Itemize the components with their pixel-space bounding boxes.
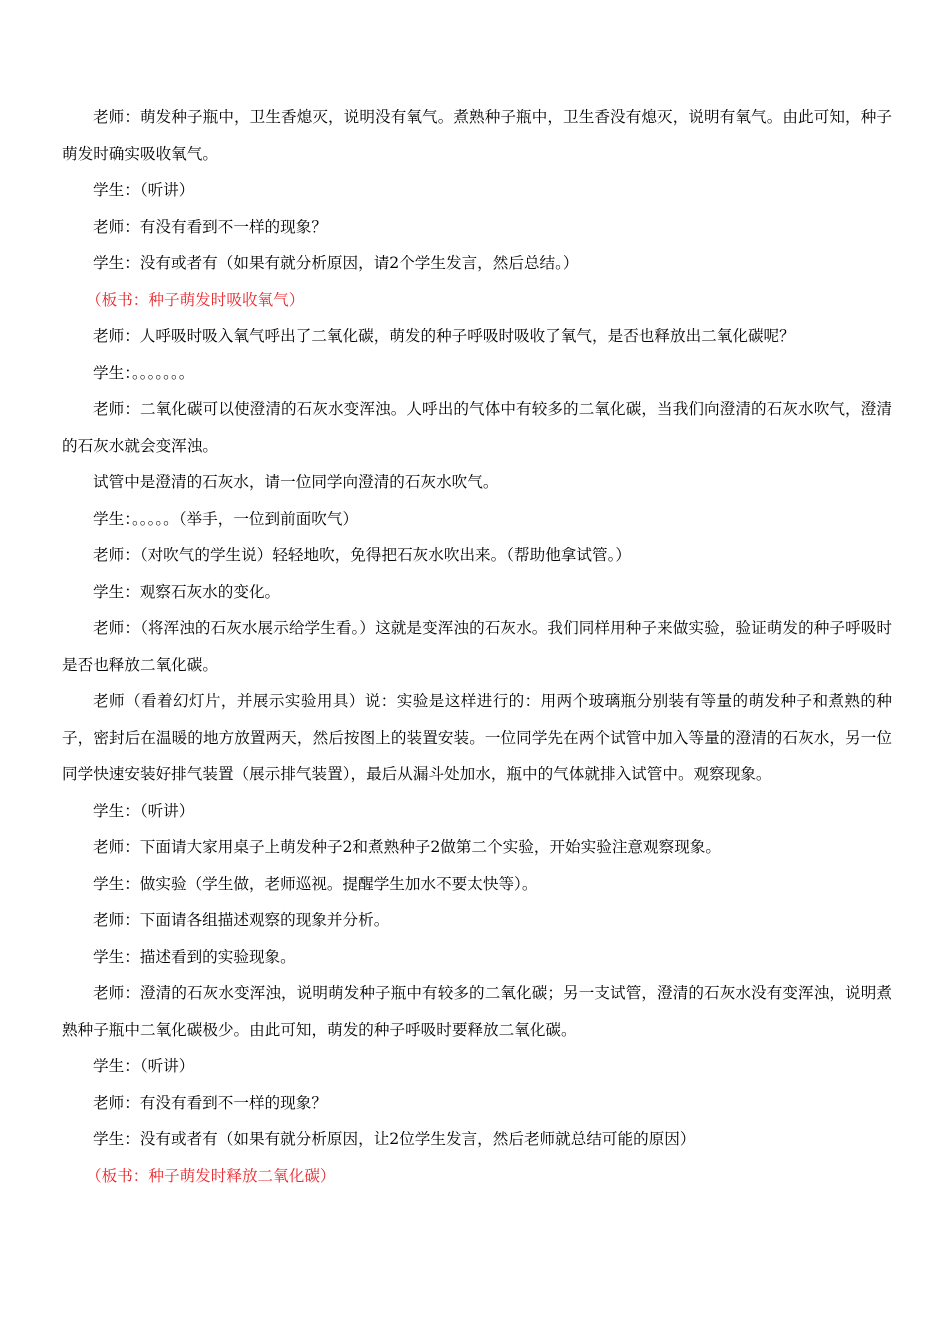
paragraph-2: 学生：（听讲） <box>93 181 195 199</box>
paragraph-22: 老师：有没有看到不一样的现象？ <box>93 1093 327 1112</box>
paragraph-9: 试管中是澄清的石灰水，请一位同学向澄清的石灰水吹气。 <box>93 473 499 491</box>
blackboard-note-1: （板书：种子萌发时吸收氧气） <box>86 290 305 309</box>
paragraph-23: 学生：没有或者有（如果有就分析原因，让2位学生发言，然后老师就总结可能的原因） <box>93 1130 696 1148</box>
paragraph-13: 老师：（将浑浊的石灰水展示给学生看。）这就是变浑浊的石灰水。我们同样用种子来做实验，验证萌发的种子呼吸时是否也释放二氧化碳。 <box>62 619 892 674</box>
paragraph-10: 学生：。。。。。（举手，一位到前面吹气） <box>93 509 359 528</box>
blackboard-note-2: （板书：种子萌发时释放二氧化碳） <box>86 1166 336 1185</box>
paragraph-4: 学生：没有或者有（如果有就分析原因，请2个学生发言，然后总结。） <box>93 254 579 272</box>
paragraph-12: 学生：观察石灰水的变化。 <box>93 582 281 601</box>
paragraph-19: 学生：描述看到的实验现象。 <box>93 947 296 966</box>
paragraph-16: 老师：下面请大家用桌子上萌发种子2和煮熟种子2做第二个实验，开始实验注意观察现象。 <box>93 838 721 856</box>
paragraph-20: 老师：澄清的石灰水变浑浊，说明萌发种子瓶中有较多的二氧化碳；另一支试管，澄清的石灰水没有变浑浊，说明煮熟种子瓶中二氧化碳极少。由此可知，萌发的种子呼吸时要释放二氧化碳。 <box>62 984 892 1039</box>
paragraph-17: 学生：做实验（学生做，老师巡视。提醒学生加水不要太快等）。 <box>93 874 538 893</box>
paragraph-21: 学生：（听讲） <box>93 1057 195 1075</box>
paragraph-3: 老师：有没有看到不一样的现象？ <box>93 217 327 236</box>
paragraph-15: 学生：（听讲） <box>93 801 195 820</box>
paragraph-14: 老师（看着幻灯片，并展示实验用具）说：实验是这样进行的：用两个玻璃瓶分别装有等量的萌发种子和煮熟的种子，密封后在温暖的地方放置两天，然后按图上的装置安装。一位同学先在两个试管中加入等量的澄清的石灰水，另一位同学快速安装好排气装置（展示排气装置），最后从漏斗处加水，瓶中的气体就排入试管中。观察现象。 <box>62 692 892 783</box>
paragraph-8: 老师：二氧化碳可以使澄清的石灰水变浑浊。人呼出的气体中有较多的二氧化碳，当我们向澄清的石灰水吹气，澄清的石灰水就会变浑浊。 <box>62 400 892 455</box>
paragraph-7: 学生：。。。。。。。 <box>93 363 195 382</box>
paragraph-1: 老师：萌发种子瓶中，卫生香熄灭，说明没有氧气。煮熟种子瓶中，卫生香没有熄灭，说明有氧气。由此可知，种子萌发时确实吸收氧气。 <box>62 108 892 163</box>
paragraph-6: 老师：人呼吸时吸入氧气呼出了二氧化碳，萌发的种子呼吸时吸收了氧气，是否也释放出二氧化碳呢？ <box>93 327 795 345</box>
paragraph-18: 老师：下面请各组描述观察的现象并分析。 <box>93 911 390 929</box>
paragraph-11: 老师：（对吹气的学生说）轻轻地吹，免得把石灰水吹出来。（帮助他拿试管。） <box>93 546 631 564</box>
document-page <box>62 99 892 1194</box>
